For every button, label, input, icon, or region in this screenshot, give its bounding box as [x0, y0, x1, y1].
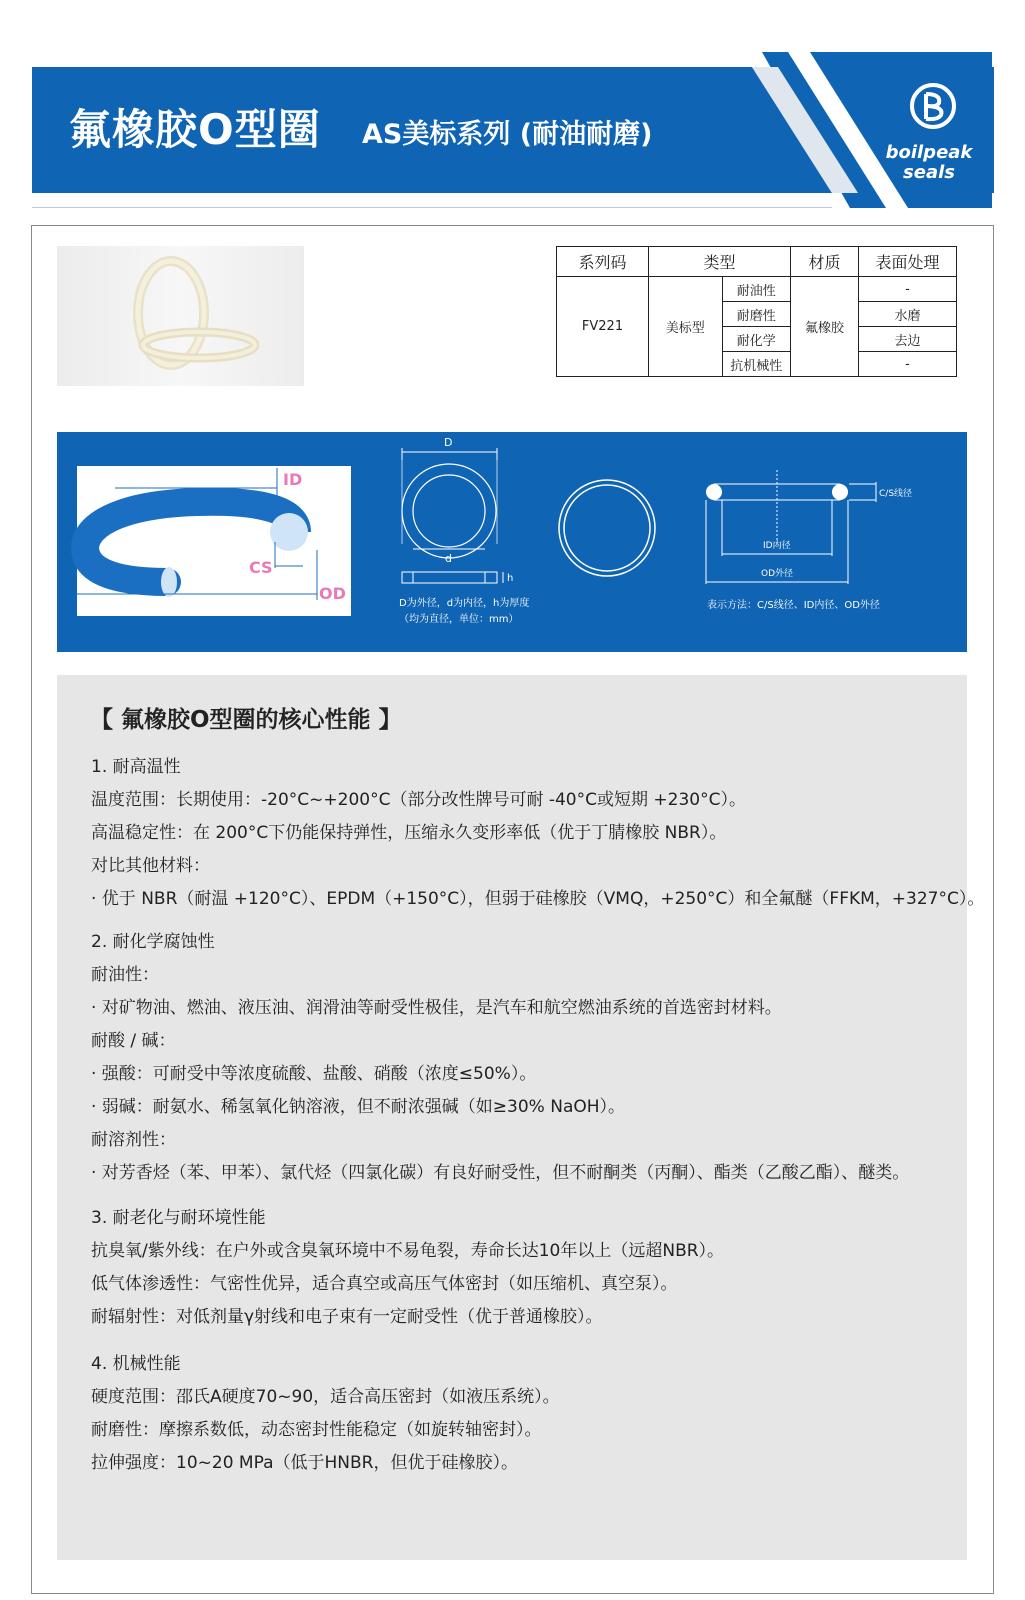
section-line: 耐辐射性：对低剂量γ射线和电子束有一定耐受性（优于普通橡胶）。	[91, 1307, 603, 1327]
page-title: 氟橡胶O型圈	[69, 105, 321, 154]
section-label-cs: C/S线径	[879, 489, 913, 499]
spec-feature: 抗机械性	[722, 352, 790, 377]
spec-surface: -	[859, 352, 957, 377]
oring-photo-image	[57, 246, 304, 386]
page-subtitle: AS美标系列 (耐油耐磨)	[362, 119, 653, 150]
section-title: 4. 机械性能	[91, 1354, 181, 1374]
brand-logo	[874, 77, 984, 185]
section-line: 抗臭氧/紫外线：在户外或含臭氧环境中不易龟裂，寿命长达10年以上（远超NBR）。	[91, 1241, 725, 1261]
header-banner	[32, 67, 994, 193]
flat-caption-2: （均为直径，单位：mm）	[399, 614, 519, 625]
brand-name-line2: seals	[903, 162, 955, 183]
section-line: 低气体渗透性：气密性优异，适合真空或高压气体密封（如压缩机、真空泵）。	[91, 1274, 678, 1294]
section-line: 拉伸强度：10~20 MPa（低于HNBR，但优于硅橡胶）。	[91, 1453, 518, 1473]
flat-label-inner: d	[445, 552, 452, 565]
section-line: 耐油性：	[91, 965, 159, 985]
spec-material: 氟橡胶	[791, 277, 859, 377]
section-line: · 强酸：可耐受中等浓度硫酸、盐酸、硝酸（浓度≤50%）。	[91, 1064, 537, 1084]
section-line: · 弱碱：耐氨水、稀氢氧化钠溶液，但不耐浓强碱（如≥30% NaOH）。	[91, 1097, 626, 1117]
section-line: · 对芳香烃（苯、甲苯）、氯代烃（四氯化碳）有良好耐受性，但不耐酮类（丙酮）、酯类（乙酸乙酯）、醚类。	[91, 1163, 910, 1183]
property-section-aging	[91, 1202, 951, 1334]
ring-label-od: OD	[319, 584, 346, 603]
spec-header-material: 材质	[791, 247, 859, 277]
spec-header-surface: 表面处理	[859, 247, 957, 277]
brand-logo-icon	[908, 81, 958, 131]
spec-header-type: 类型	[649, 247, 791, 277]
dimension-diagram	[57, 432, 967, 652]
spec-surface: 水磨	[859, 302, 957, 327]
banner-divider	[32, 207, 832, 208]
section-line: 耐磨性：摩擦系数低，动态密封性能稳定（如旋转轴密封）。	[91, 1420, 542, 1440]
section-line: 硬度范围：邵氏A硬度70~90，适合高压密封（如液压系统）。	[91, 1387, 560, 1407]
flat-label-outer: D	[444, 436, 453, 449]
property-section-mechanical	[91, 1348, 951, 1480]
spec-feature: 耐磨性	[722, 302, 790, 327]
product-photo	[57, 246, 304, 386]
spec-series-code: FV221	[557, 277, 649, 377]
spec-table	[556, 246, 957, 377]
spec-feature: 耐油性	[722, 277, 790, 302]
section-line: 对比其他材料：	[91, 856, 210, 876]
section-label-od: OD外径	[761, 569, 794, 579]
section-title: 2. 耐化学腐蚀性	[91, 932, 215, 952]
section-line: 耐溶剂性：	[91, 1130, 176, 1150]
section-title: 3. 耐老化与耐环境性能	[91, 1208, 266, 1228]
spec-feature: 耐化学	[722, 327, 790, 352]
properties-heading: 【 氟橡胶O型圈的核心性能 】	[90, 707, 402, 733]
section-label-id: ID内径	[763, 541, 791, 551]
section-line: · 优于 NBR（耐温 +120°C）、EPDM（+150°C），但弱于硅橡胶（VMQ，+250°C）和全氟醚（FFKM，+327°C）。	[91, 889, 985, 909]
brand-name-line1: boilpeak	[885, 142, 973, 163]
section-caption: 表示方法：C/S线径、ID内径、OD外径	[707, 600, 880, 611]
section-line: 温度范围：长期使用：-20°C~+200°C（部分改性牌号可耐 -40°C或短期 +230°C）。	[91, 790, 746, 810]
spec-type: 美标型	[649, 277, 723, 377]
property-section-heat	[91, 751, 985, 916]
ring-label-cs: CS	[249, 558, 273, 577]
section-line: 高温稳定性：在 200°C下仍能保持弹性，压缩永久变形率低（优于丁腈橡胶 NBR）。	[91, 823, 727, 843]
flat-label-thick: h	[507, 573, 514, 584]
section-title: 1. 耐高温性	[91, 757, 181, 777]
section-line: · 对矿物油、燃油、液压油、润滑油等耐受性极佳，是汽车和航空燃油系统的首选密封材料。	[91, 998, 782, 1018]
properties-panel	[57, 675, 985, 1560]
property-section-chemical	[91, 926, 951, 1190]
spec-surface: -	[859, 277, 957, 302]
spec-surface: 去边	[859, 327, 957, 352]
section-line: 耐酸 / 碱：	[91, 1031, 176, 1051]
ring-label-id: ID	[283, 470, 303, 489]
flat-caption-1: D为外径，d为内径，h为厚度	[399, 598, 530, 609]
spec-header-code: 系列码	[557, 247, 649, 277]
